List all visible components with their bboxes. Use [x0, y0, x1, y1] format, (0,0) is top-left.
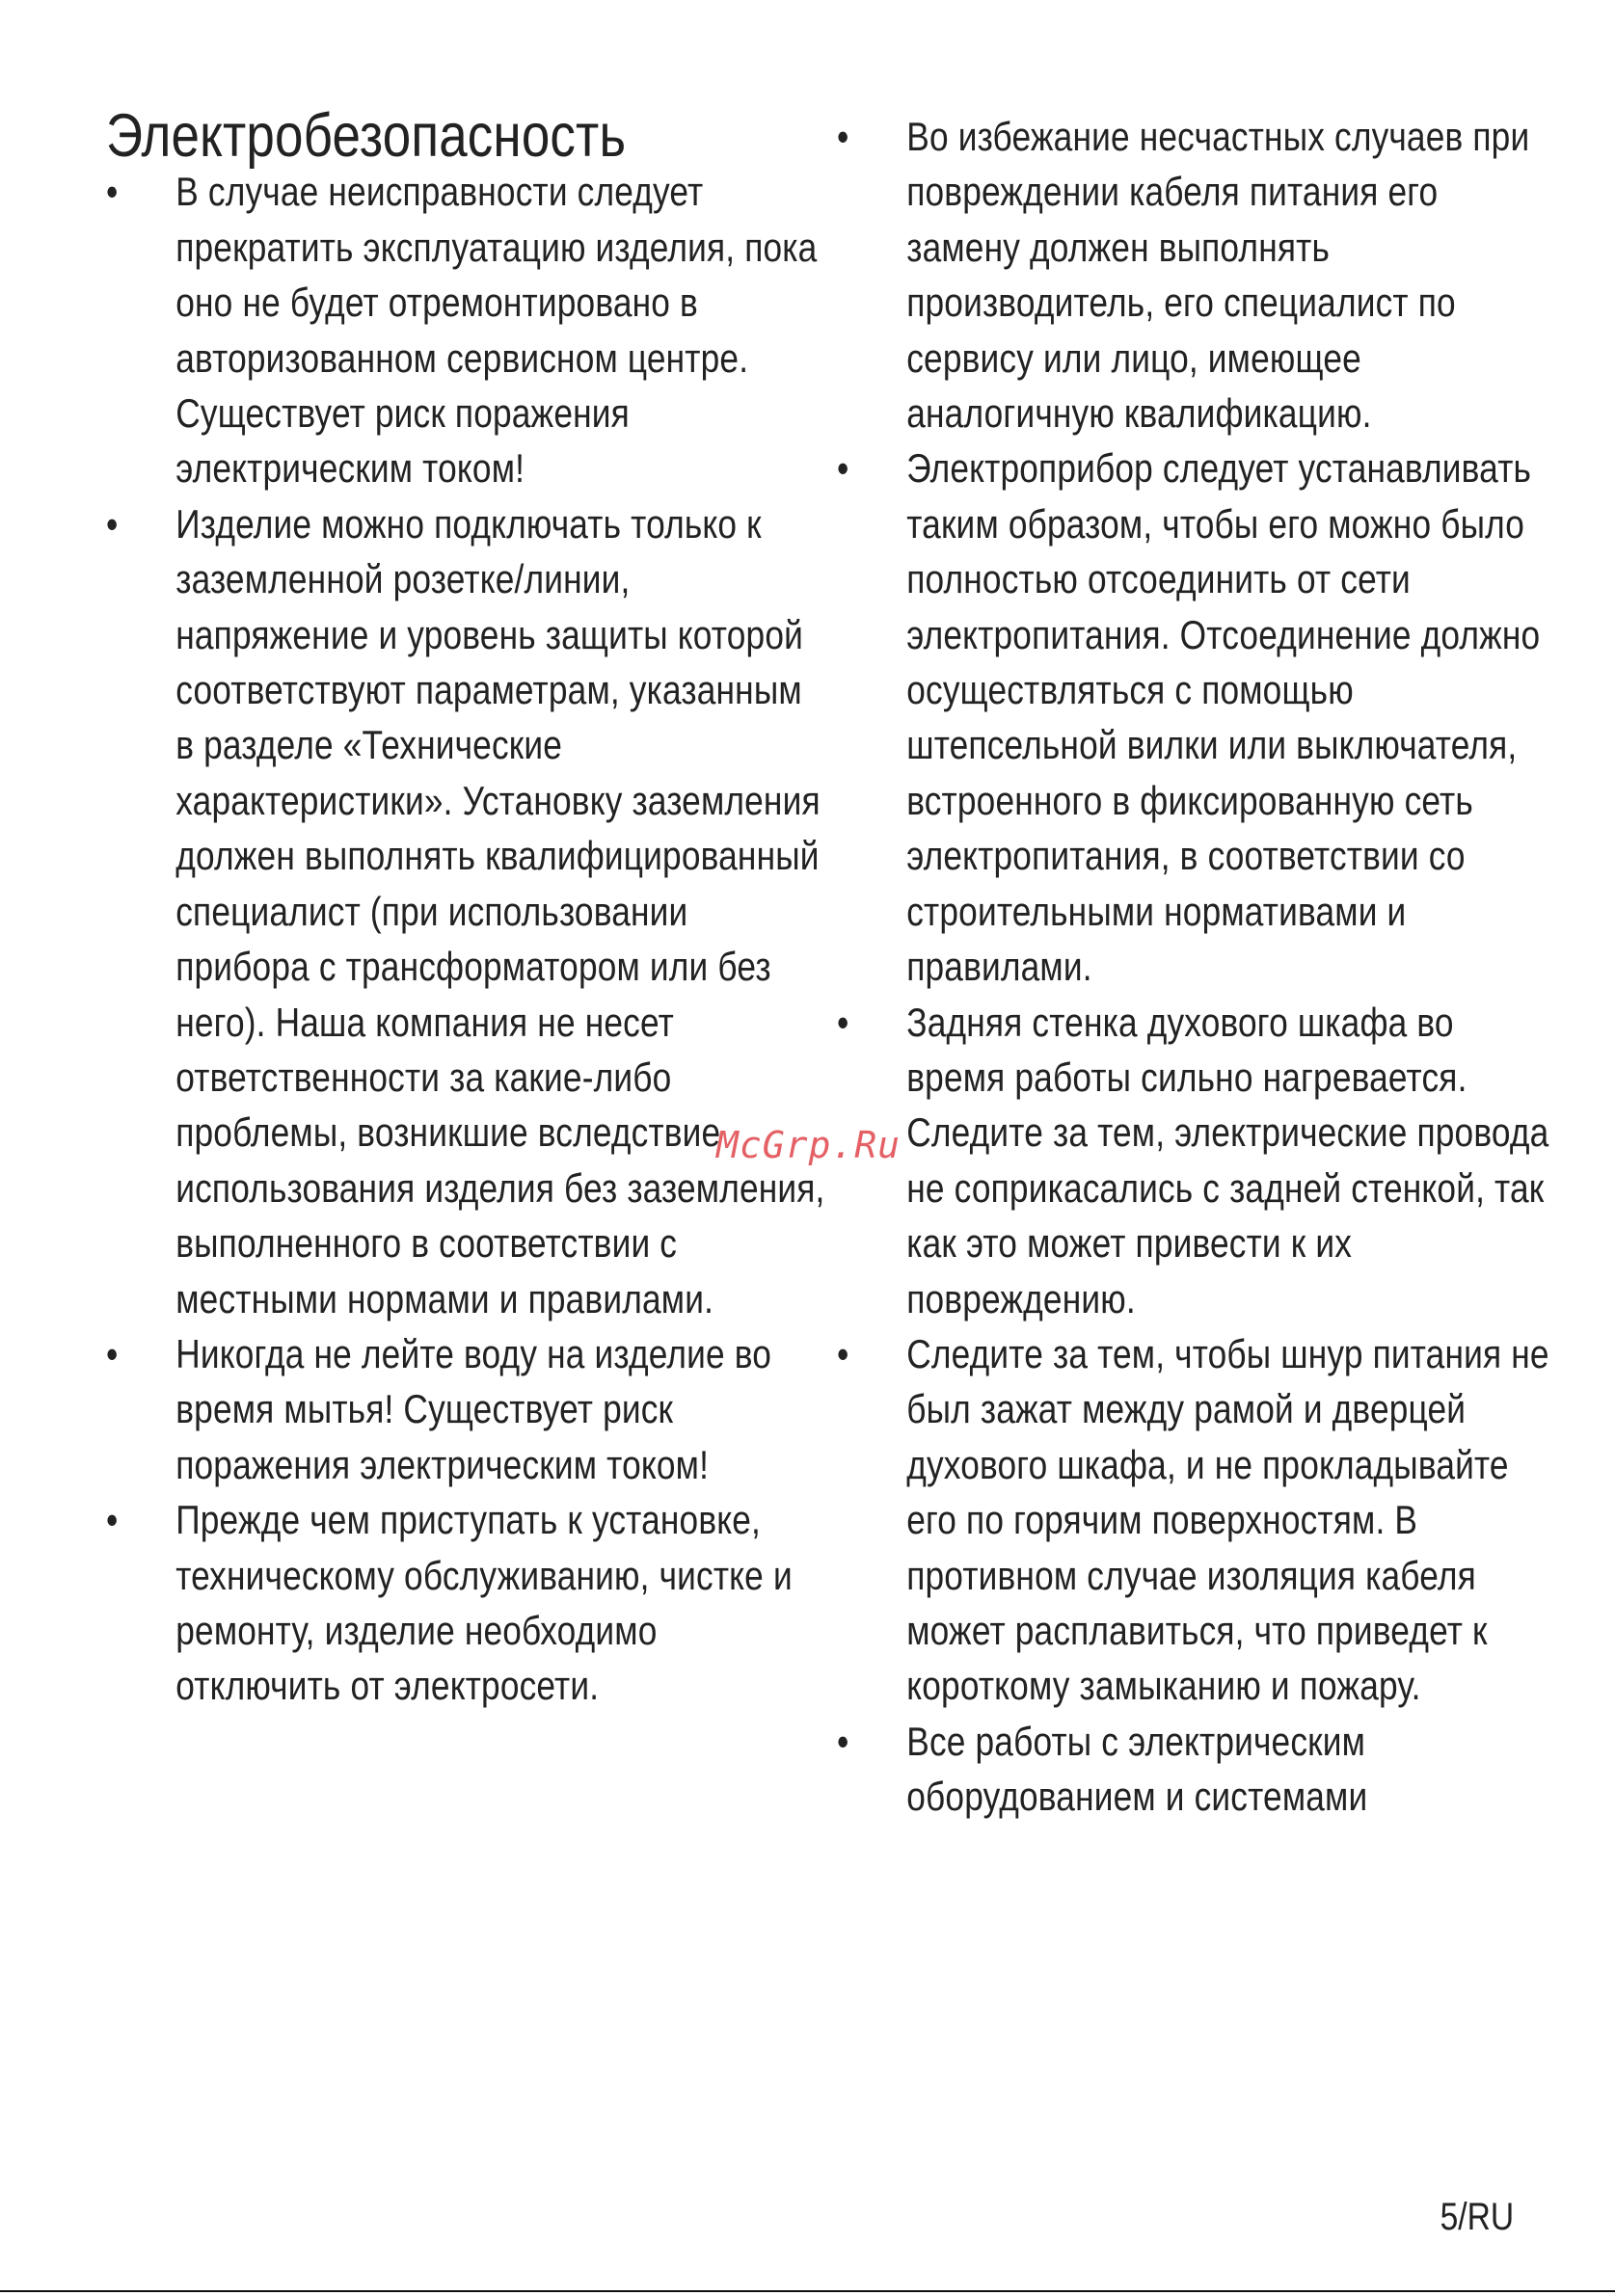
list-item-text: Изделие можно подключать только к заземленной розетке/линии, напряжение и уровень защиты которой соответствуют параметрам, указанным в разделе «Технические характеристики». Установку заземления должен выполнять квалифицированный специалист (при использовании прибора с трансформатором или без него). Наша компания не несет ответственности за какие-либо проблемы, возникшие вследствие использования изделия без заземления, выполненного в соответствии с местными нормами и правилами. — [175, 500, 825, 1322]
list-item — [837, 1714, 1555, 1825]
bullet-icon: • — [106, 1330, 119, 1376]
bullet-icon: • — [837, 1718, 849, 1764]
list-item — [837, 1326, 1555, 1714]
list-item-text: Прежде чем приступать к установке, техническому обслуживанию, чистке и ремонту, изделие необходимо отключить от электросети. — [175, 1497, 793, 1709]
list-item — [106, 1492, 829, 1714]
list-item — [106, 496, 829, 1326]
list-item — [106, 1326, 829, 1492]
list-item — [837, 995, 1555, 1326]
right-bullet-list — [837, 109, 1555, 1825]
bullet-icon: • — [837, 114, 849, 159]
list-item-text: Следите за тем, чтобы шнур питания не был зажат между рамой и дверцей духового шкафа, и не прокладывайте его по горячим поверхностям. В противном случае изоляция кабеля может расплавиться, что приведет к короткому замыканию и пожару. — [906, 1330, 1549, 1709]
bullet-icon: • — [106, 169, 119, 215]
bullet-icon: • — [106, 1497, 119, 1543]
bottom-divider — [0, 2290, 1615, 2292]
list-item-text: Никогда не лейте воду на изделие во время мытья! Существует риск поражения электрическим током! — [175, 1330, 772, 1487]
bullet-icon: • — [106, 500, 119, 547]
list-item-text: Все работы с электрическим оборудованием и системами — [906, 1718, 1368, 1820]
list-item-text: Электроприбор следует устанавливать таким образом, чтобы его можно было полностью отсоединить от сети электропитания. Отсоединение должно осуществляться с помощью штепсельной вилки или выключателя, встроенного в фиксированную сеть электропитания, в соответствии со строительными нормативами и правилами. — [906, 445, 1541, 990]
list-item-text: Задняя стенка духового шкафа во время работы сильно нагревается. Следите за тем, электрические провода не соприкасались с задней стенкой, так как это может привести к их повреждению. — [906, 999, 1549, 1322]
right-column-text — [837, 109, 1555, 1825]
right-column — [837, 109, 1555, 1825]
watermark: McGrp.Ru — [716, 1124, 902, 1166]
left-bullet-list — [106, 164, 829, 1713]
list-item — [837, 441, 1555, 994]
list-item-text: Во избежание несчастных случаев при повреждении кабеля питания его замену должен выполнять производитель, его специалист по сервису или лицо, имеющее аналогичную квалификацию. — [906, 114, 1530, 437]
bullet-icon: • — [837, 1330, 849, 1376]
bullet-icon: • — [837, 445, 849, 492]
list-item-text: В случае неисправности следует прекратить эксплуатацию изделия, пока оно не будет отремонтировано в авторизованном сервисном центре. Существует риск поражения электрическим током! — [175, 169, 818, 492]
left-column-text — [106, 102, 829, 1714]
bullet-icon: • — [837, 999, 849, 1045]
left-column — [106, 102, 829, 1714]
page-number: 5/RU — [1440, 2196, 1514, 2238]
list-item — [106, 164, 829, 495]
list-item — [837, 109, 1555, 441]
section-title: Электробезопасность — [106, 102, 627, 170]
